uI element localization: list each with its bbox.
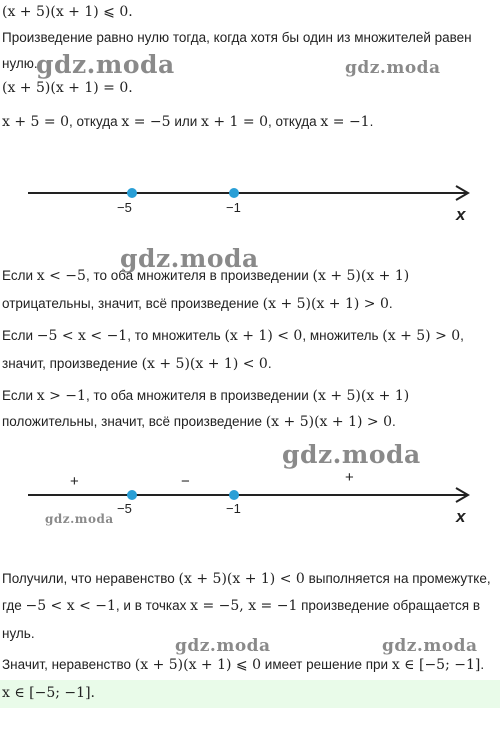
text-line (2, 598, 480, 614)
sign-plus-left: + (70, 473, 79, 490)
text-span: Получили, что неравенство (2, 571, 179, 586)
math-expr: x + 1 = 0 (201, 114, 269, 130)
text-span: или (170, 114, 202, 129)
text-span: . (388, 296, 393, 311)
text-span: где (2, 598, 26, 613)
sign-plus-right: + (345, 469, 354, 486)
text-span: положительны, значит, всё произведение (2, 414, 266, 429)
math-expr: −5 < x < −1 (36, 328, 128, 344)
point-minus-1 (229, 188, 239, 198)
sign-minus: − (181, 473, 190, 490)
text-span: имеет решение при (261, 657, 392, 672)
math-expr: −5 < x < −1 (25, 598, 116, 614)
watermark: gdz.moda (120, 244, 259, 273)
inequality-statement: (x + 5)(x + 1) ⩽ 0. (2, 4, 133, 20)
text-span: , откуда (268, 114, 321, 129)
equation: (x + 5)(x + 1) = 0. (2, 80, 133, 96)
math-expr: (x + 5) > 0 (382, 328, 461, 344)
tick-label: −5 (117, 501, 132, 516)
math-expr: x = −1 (320, 114, 370, 130)
text-span: Если (2, 388, 37, 403)
math-expr: x > −1 (36, 388, 86, 404)
text-span: . (391, 414, 396, 429)
text-span: отрицательны, значит, всё произведение (2, 296, 263, 311)
text-line: Произведение равно нулю тогда, когда хотя бы один из множителей равен (2, 30, 472, 45)
math-expr: (x + 5)(x + 1) ⩽ 0 (134, 657, 262, 673)
text-span: Если (2, 328, 37, 343)
text-line (2, 414, 396, 430)
math-expr: x + 5 = 0 (2, 114, 69, 130)
math-expr: (x + 5)(x + 1) (312, 388, 410, 404)
text-span: выполняется на промежутке, (304, 571, 491, 586)
text-span: . (267, 356, 272, 371)
math-expr: x = −5, x = −1 (190, 598, 298, 614)
watermark: gdz.moda (282, 440, 421, 469)
watermark: gdz.moda (45, 512, 114, 526)
text-line (2, 657, 484, 673)
text-span: значит, произведение (2, 356, 142, 371)
text-line: нулю. (2, 56, 38, 71)
text-span: , то оба множителя в произведении (85, 388, 313, 403)
axis-label: x (456, 205, 466, 224)
number-line-1 (0, 176, 500, 236)
text-span: . (480, 657, 485, 672)
text-span: , откуда (68, 114, 122, 129)
text-span: , множитель (302, 328, 383, 343)
math-expr: x < −5 (36, 268, 86, 284)
text-span: , и в точках (115, 598, 191, 613)
watermark: gdz.moda (175, 636, 271, 656)
text-line (2, 356, 272, 372)
text-span: . (369, 114, 374, 129)
point-minus-5 (127, 188, 137, 198)
roots-line (2, 114, 373, 130)
math-expr: x ∈ [−5; −1] (391, 657, 481, 673)
text-span: , то множитель (127, 328, 225, 343)
math-expr: (x + 5)(x + 1) > 0 (265, 414, 392, 430)
axis-label: x (456, 507, 466, 526)
math-expr: (x + 1) < 0 (224, 328, 303, 344)
point-minus-1 (229, 490, 239, 500)
text-line (2, 388, 409, 404)
tick-label: −1 (226, 501, 241, 516)
text-span: , то оба множителя в произведении (85, 268, 313, 283)
text-span: произведение обращается в (297, 598, 480, 613)
watermark: gdz.moda (382, 636, 478, 656)
watermark: gdz.moda (36, 50, 175, 79)
math-expr: (x + 5)(x + 1) > 0 (262, 296, 389, 312)
text-span: Значит, неравенство (2, 657, 135, 672)
text-line: нуль. (2, 626, 35, 641)
text-line (2, 296, 393, 312)
math-expr: (x + 5)(x + 1) < 0 (178, 571, 305, 587)
watermark: gdz.moda (345, 58, 441, 78)
text-span: Если (2, 268, 37, 283)
point-minus-5 (127, 490, 137, 500)
answer: x ∈ [−5; −1]. (2, 685, 95, 701)
text-line (2, 571, 491, 587)
math-expr: (x + 5)(x + 1) < 0 (141, 356, 268, 372)
math-expr: x = −5 (121, 114, 171, 130)
tick-label: −5 (117, 200, 132, 215)
text-line (2, 328, 464, 344)
math-expr: (x + 5)(x + 1) (312, 268, 410, 284)
tick-label: −1 (226, 200, 241, 215)
text-span: , (460, 328, 464, 343)
